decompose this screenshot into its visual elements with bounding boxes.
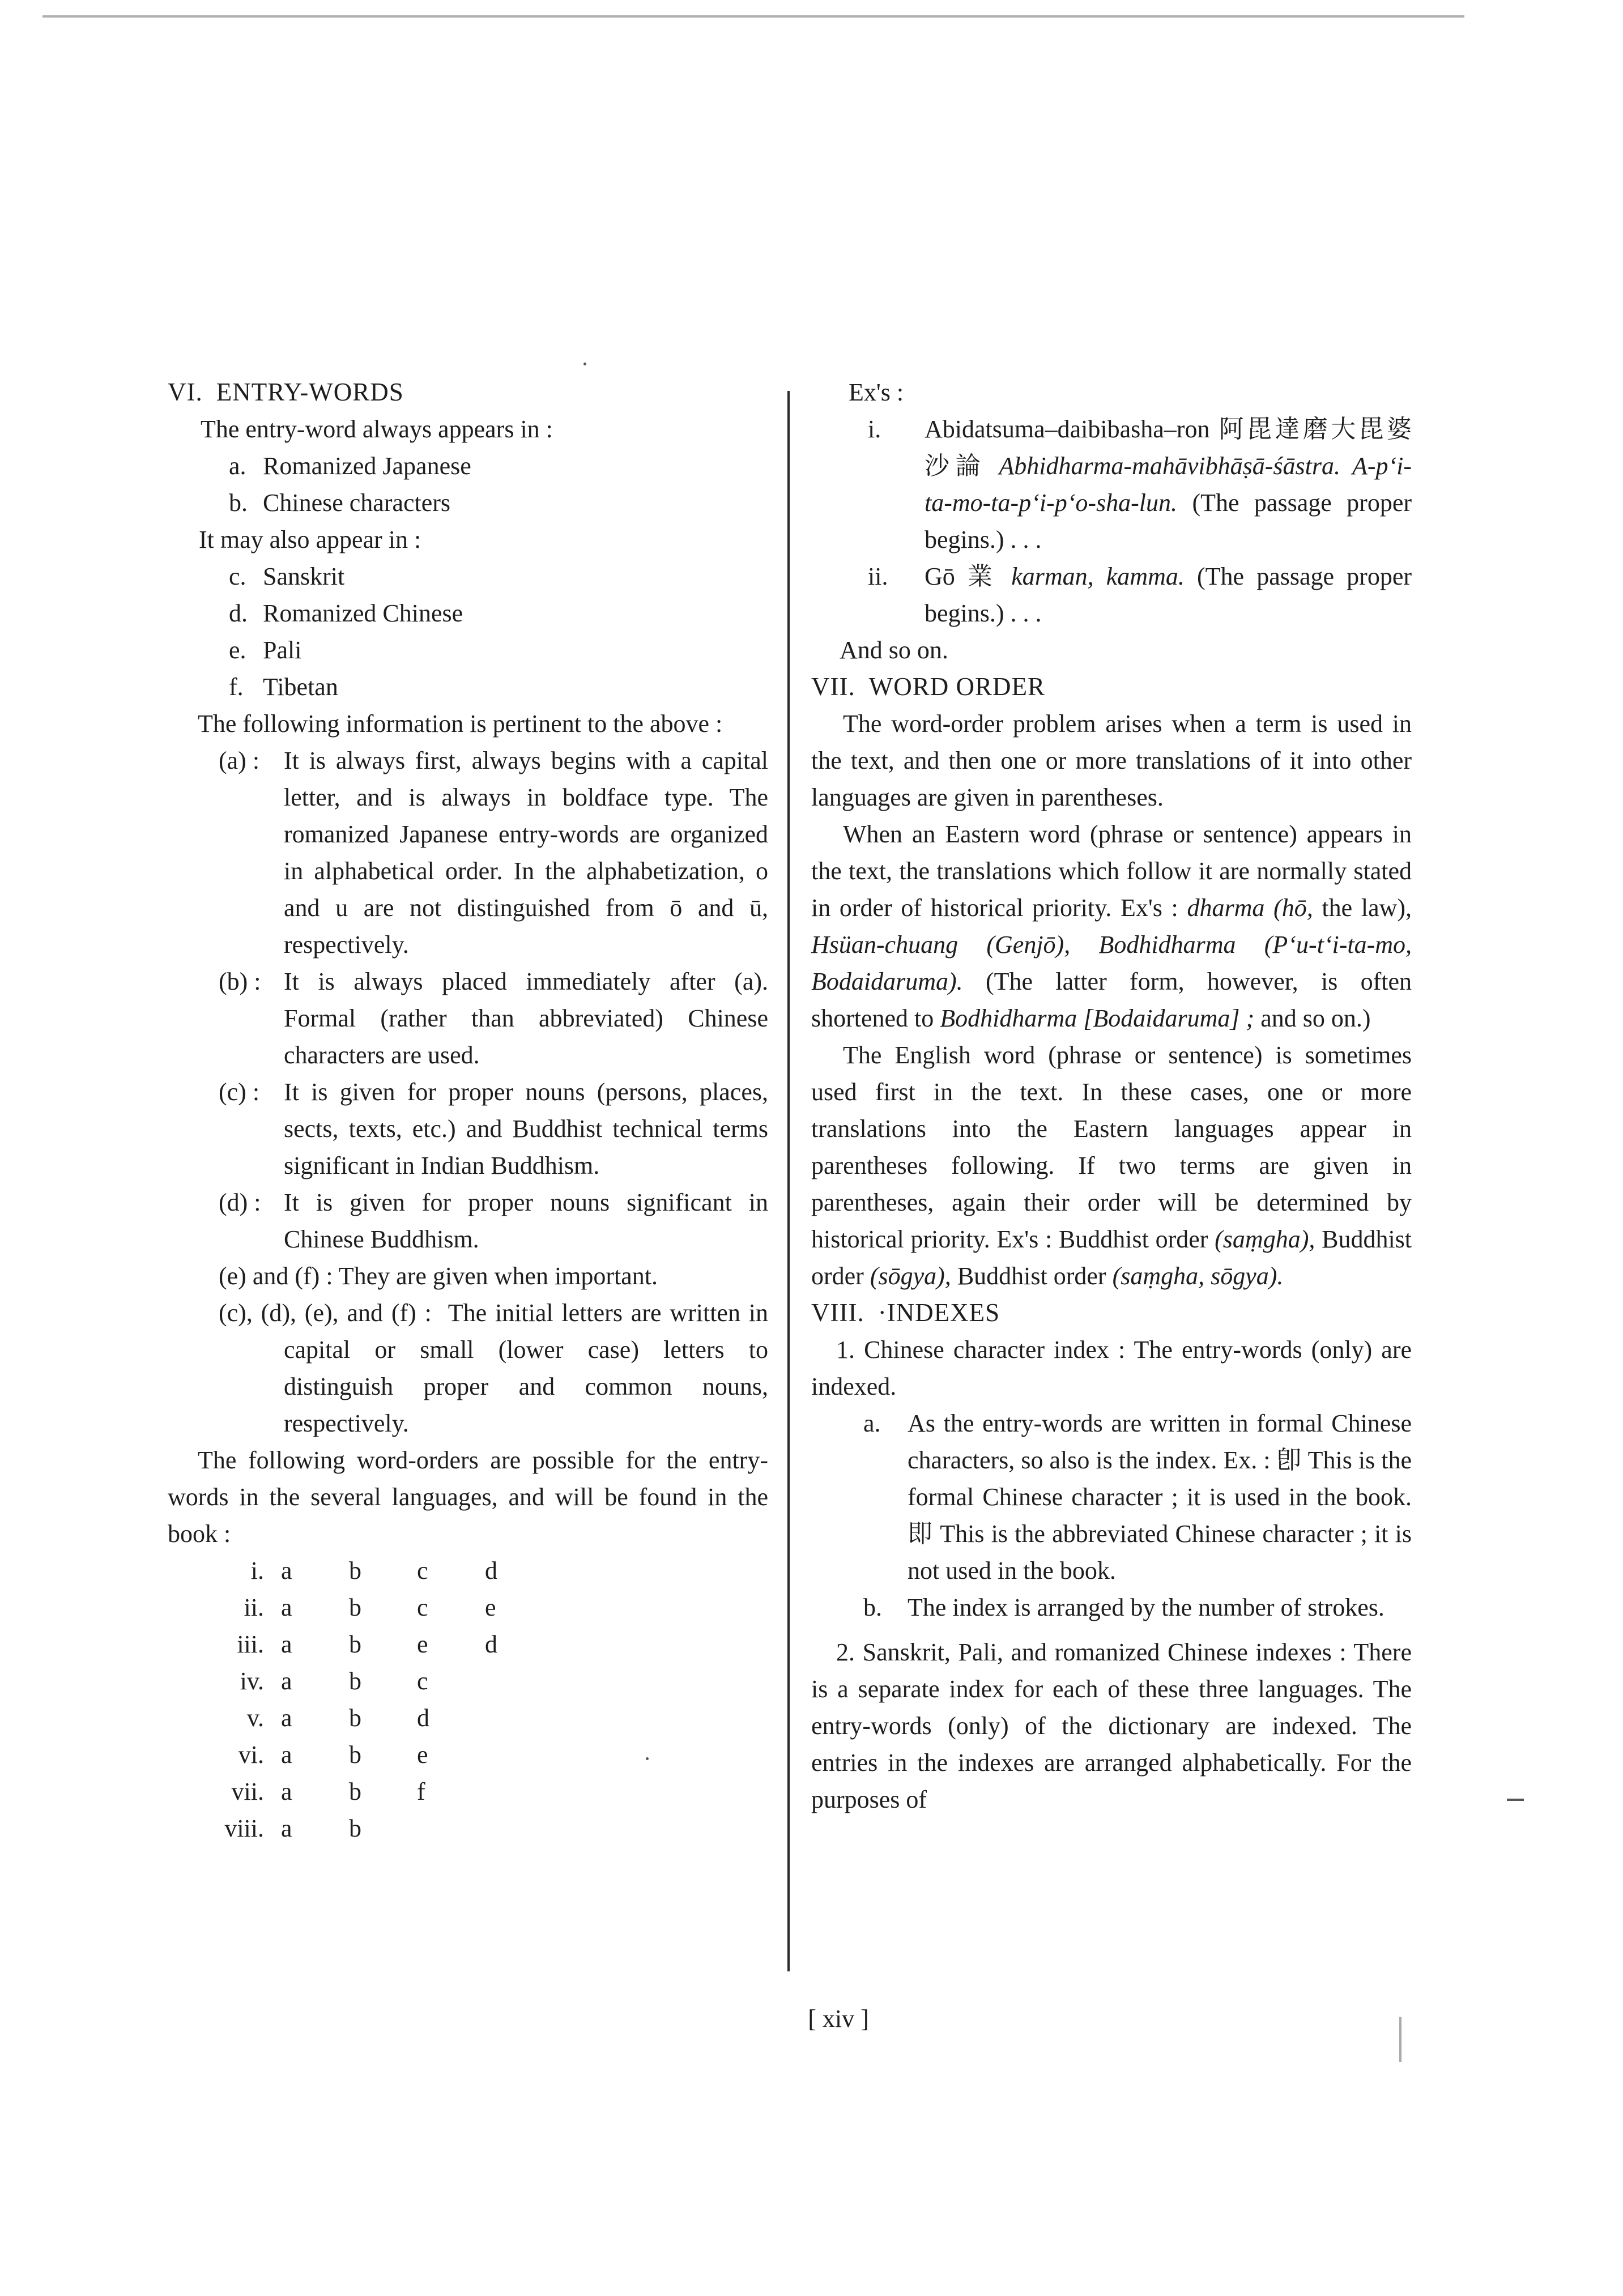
example-translation: karman, kamma. bbox=[1011, 563, 1185, 590]
row-number: iv. bbox=[240, 1667, 264, 1695]
info-item bbox=[168, 1184, 768, 1258]
table-cell: c bbox=[417, 1594, 428, 1621]
table-cell: e bbox=[417, 1741, 428, 1769]
info-label: (d) : bbox=[219, 1189, 261, 1216]
table-cell bbox=[417, 1810, 485, 1847]
index-subitem bbox=[811, 1405, 1412, 1589]
table-cell: c bbox=[417, 1667, 428, 1695]
table-cell: a bbox=[281, 1594, 292, 1621]
and-so-on-text: And so on. bbox=[840, 636, 948, 664]
subitem-label: b. bbox=[863, 1594, 882, 1621]
list-item bbox=[168, 484, 768, 521]
item-text: Romanized Chinese bbox=[263, 599, 463, 627]
example-headword: Abidatsuma–daibibasha–ron 阿毘達磨大毘婆沙論 bbox=[925, 415, 1412, 480]
table-cell: a bbox=[281, 1741, 292, 1769]
section-heading-viii bbox=[811, 1294, 1412, 1331]
table-row bbox=[207, 1663, 553, 1699]
info-item bbox=[168, 1258, 768, 1294]
list-item bbox=[168, 632, 768, 668]
table-cell: b bbox=[349, 1814, 361, 1842]
table-cell: a bbox=[281, 1704, 292, 1732]
table-cell: e bbox=[417, 1630, 428, 1658]
item-text: Sanskrit bbox=[263, 563, 345, 590]
table-cell: f bbox=[417, 1778, 425, 1805]
section-title: WORD ORDER bbox=[868, 672, 1045, 701]
section-number: VII. bbox=[811, 672, 855, 701]
row-number: vii. bbox=[231, 1778, 264, 1805]
list-item bbox=[168, 448, 768, 484]
paragraph-text: (The latter form, however, is often shortened to bbox=[811, 968, 1412, 1032]
item-text: Romanized Japanese bbox=[263, 452, 471, 480]
section-heading-vi bbox=[168, 374, 768, 411]
item-label: b. bbox=[229, 489, 248, 517]
example-headword: Gō 業 bbox=[925, 563, 999, 590]
item-label: f. bbox=[229, 673, 244, 701]
item-label: a. bbox=[229, 452, 246, 480]
item-text: Pali bbox=[263, 636, 302, 664]
table-row bbox=[207, 1699, 553, 1736]
paragraph-text: Buddhist order bbox=[811, 1225, 1412, 1290]
table-row bbox=[207, 1626, 553, 1663]
row-number: vi. bbox=[238, 1741, 264, 1769]
info-text: It is given for proper nouns significant in Chinese Buddhism. bbox=[284, 1189, 768, 1253]
subitem-label: a. bbox=[863, 1409, 881, 1437]
pertinent-text: The following information is pertinent to the above : bbox=[198, 710, 723, 738]
italic-term: Hsüan-chuang (Genjō), Bodhidharma (P‘u-t‘i-ta-mo, Bodaidaruma). bbox=[811, 931, 1412, 995]
word-order-table bbox=[207, 1552, 553, 1847]
table-cell: b bbox=[349, 1557, 361, 1584]
item-text: Chinese characters bbox=[263, 489, 451, 517]
example-translation: Abhidharma-mahāvibhāṣā-śāstra. A-p‘i-ta-mo-ta-p‘i-p‘o-sha-lun. bbox=[925, 452, 1412, 517]
subitem-text: The index is arranged by the number of strokes. bbox=[908, 1594, 1385, 1621]
right-column bbox=[811, 374, 1412, 1818]
table-cell: d bbox=[417, 1704, 429, 1732]
info-label: (a) : bbox=[219, 747, 260, 774]
italic-term: (saṃgha), bbox=[1215, 1225, 1315, 1253]
table-cell bbox=[485, 1773, 553, 1810]
row-number: ii. bbox=[244, 1594, 264, 1621]
info-label: (e) and (f) : bbox=[219, 1262, 333, 1290]
italic-term: Bodhidharma [Bodaidaruma] ; bbox=[940, 1004, 1255, 1032]
paragraph-text: Buddhist order bbox=[957, 1262, 1106, 1290]
index-paragraph: 2. Sanskrit, Pali, and romanized Chinese indexes : There is a separate index for each of these three languages. The entry-words (only) of the dictionary are indexed. The entries in the indexes are arranged alphabetically. For the purposes of bbox=[811, 1638, 1412, 1813]
intro-text: The entry-word always appears in : bbox=[201, 415, 553, 443]
table-cell: a bbox=[281, 1667, 292, 1695]
may-intro-text: It may also appear in : bbox=[199, 526, 421, 553]
table-cell bbox=[485, 1663, 553, 1699]
example-number: ii. bbox=[868, 563, 888, 590]
table-cell: b bbox=[349, 1630, 361, 1658]
orders-intro-text: The following word-orders are possible for the entry-words in the several languages, and will be found in the book : bbox=[168, 1446, 768, 1548]
paragraph bbox=[811, 816, 1412, 1037]
table-cell: a bbox=[281, 1557, 292, 1584]
row-number: iii. bbox=[237, 1630, 264, 1658]
item-label: e. bbox=[229, 636, 246, 664]
table-cell: d bbox=[485, 1630, 497, 1658]
row-number: i. bbox=[250, 1557, 264, 1584]
table-cell bbox=[485, 1810, 553, 1847]
info-text: It is always placed immediately after (a). Formal (rather than abbreviated) Chinese characters are used. bbox=[284, 968, 768, 1069]
paragraph-text: the law), bbox=[1322, 894, 1412, 922]
example-number: i. bbox=[868, 415, 881, 443]
info-item bbox=[168, 963, 768, 1074]
paragraph bbox=[811, 1037, 1412, 1294]
table-cell: b bbox=[349, 1741, 361, 1769]
example-item bbox=[811, 411, 1412, 558]
row-number: v. bbox=[246, 1704, 264, 1732]
section-title: ·INDEXES bbox=[877, 1298, 1000, 1327]
examples-label: Ex's : bbox=[849, 378, 904, 406]
table-cell: c bbox=[417, 1557, 428, 1584]
item-label: c. bbox=[229, 563, 246, 590]
table-cell bbox=[485, 1699, 553, 1736]
info-text: It is given for proper nouns (persons, places, sects, texts, etc.) and Buddhist technical terms significant in Indian Buddhism. bbox=[284, 1078, 768, 1179]
info-label: (c) : bbox=[219, 1078, 260, 1106]
info-label: (c), (d), (e), and (f) : bbox=[219, 1299, 432, 1327]
section-title: ENTRY-WORDS bbox=[216, 378, 404, 406]
table-cell: a bbox=[281, 1778, 292, 1805]
section-heading-vii bbox=[811, 668, 1412, 705]
table-cell: d bbox=[485, 1557, 497, 1584]
table-cell: e bbox=[485, 1594, 496, 1621]
table-row bbox=[207, 1810, 553, 1847]
row-number: viii. bbox=[224, 1814, 264, 1842]
page-number: [ xiv ] bbox=[808, 2005, 869, 2033]
table-cell bbox=[485, 1736, 553, 1773]
info-item bbox=[168, 1294, 768, 1442]
index-paragraph: 1. Chinese character index : The entry-words (only) are indexed. bbox=[811, 1336, 1412, 1400]
example-note: (The passage proper begins.) . . . bbox=[925, 563, 1412, 627]
list-item bbox=[168, 595, 768, 632]
section-number: VI. bbox=[168, 378, 203, 406]
subitem-text: As the entry-words are written in formal Chinese characters, so also is the index. Ex. : 卽 This is the formal Chinese character ; it is used in the book. 即 This is the abbreviated Chinese character ; it is not used in the book. bbox=[908, 1409, 1412, 1584]
italic-term: (sōgya), bbox=[870, 1262, 951, 1290]
list-item bbox=[168, 558, 768, 595]
section-number: VIII. bbox=[811, 1298, 864, 1327]
paragraph-text: and so on.) bbox=[1260, 1004, 1371, 1032]
table-cell: b bbox=[349, 1704, 361, 1732]
table-cell: a bbox=[281, 1814, 292, 1842]
example-item bbox=[811, 558, 1412, 632]
info-text: It is always first, always begins with a capital letter, and is always in boldface type. The romanized Japanese entry-words are organized in alphabetical order. In the alphabetization, o and u are not distinguished from ō and ū, respectively. bbox=[284, 747, 768, 959]
info-text: They are given when important. bbox=[338, 1262, 658, 1290]
top-rule bbox=[42, 15, 1464, 18]
list-item bbox=[168, 668, 768, 705]
table-cell: b bbox=[349, 1667, 361, 1695]
speck bbox=[1399, 2017, 1402, 2062]
speck bbox=[583, 363, 586, 365]
italic-term: (saṃgha, sōgya). bbox=[1112, 1262, 1284, 1290]
example-note: (The passage proper begins.) . . . bbox=[925, 489, 1412, 553]
left-column bbox=[168, 374, 768, 1847]
info-text: The initial letters are written in capital or small (lower case) letters to distinguish proper and common nouns, respectively. bbox=[284, 1299, 768, 1437]
info-item bbox=[168, 1074, 768, 1184]
table-row bbox=[207, 1552, 553, 1589]
index-subitem bbox=[811, 1589, 1412, 1626]
column-divider bbox=[787, 391, 790, 1971]
table-cell: b bbox=[349, 1594, 361, 1621]
paragraph-text: When an Eastern word (phrase or sentence) appears in the text, the translations which follow it are normally stated in order of historical priority. Ex's : bbox=[811, 820, 1412, 922]
speck bbox=[1507, 1799, 1524, 1801]
italic-term: dharma (hō, bbox=[1187, 894, 1313, 922]
table-row bbox=[207, 1773, 553, 1810]
item-text: Tibetan bbox=[263, 673, 338, 701]
table-row bbox=[207, 1736, 553, 1773]
info-label: (b) : bbox=[219, 968, 261, 995]
table-cell: b bbox=[349, 1778, 361, 1805]
table-cell: a bbox=[281, 1630, 292, 1658]
table-row bbox=[207, 1589, 553, 1626]
item-label: d. bbox=[229, 599, 248, 627]
paragraph-text: The English word (phrase or sentence) is sometimes used first in the text. In these cases, one or more translations into the Eastern languages appear in parentheses following. If two terms are given in parentheses, again their order will be determined by historical priority. Ex's : Buddhist order bbox=[811, 1041, 1412, 1253]
paragraph: The word-order problem arises when a term is used in the text, and then one or more translations of it into other languages are given in parentheses. bbox=[811, 710, 1412, 811]
info-item bbox=[168, 742, 768, 963]
